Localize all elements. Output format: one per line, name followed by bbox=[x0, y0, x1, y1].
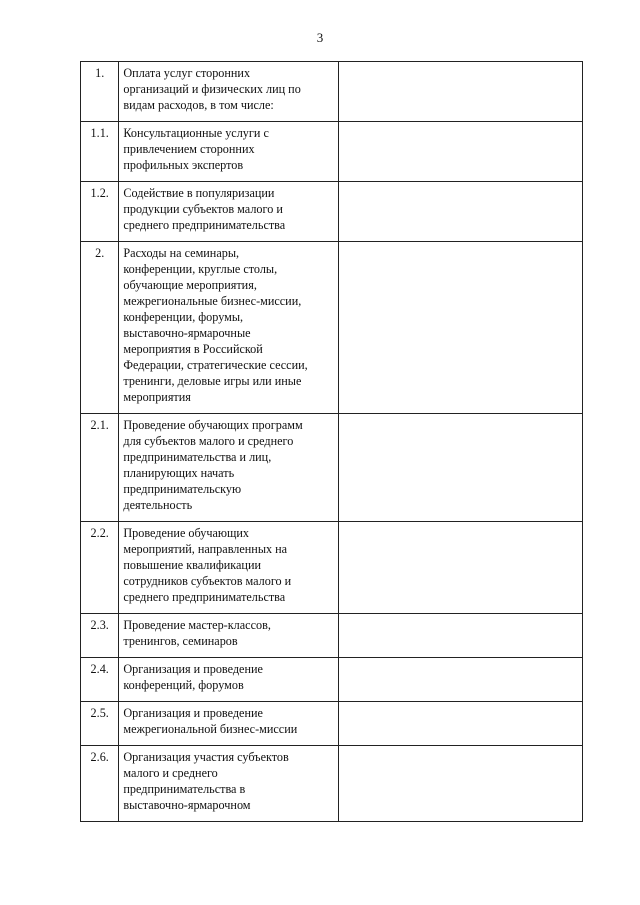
description-line: планирующих начать bbox=[123, 466, 235, 480]
row-description bbox=[119, 62, 338, 122]
description-line: среднего предпринимательства bbox=[123, 218, 286, 232]
description-line: обучающие мероприятия, bbox=[123, 278, 257, 292]
description-line: среднего предпринимательства bbox=[123, 590, 286, 604]
row-description bbox=[119, 242, 338, 414]
row-value-cell[interactable] bbox=[338, 414, 582, 522]
description-line: малого и среднего bbox=[123, 766, 218, 780]
row-description bbox=[119, 414, 338, 522]
description-line: мероприятий, направленных на bbox=[123, 542, 288, 556]
description-line: Проведение обучающих программ bbox=[123, 418, 303, 432]
table-row bbox=[81, 658, 583, 702]
description-line: тренинги, деловые игры или иные bbox=[123, 374, 302, 388]
row-description bbox=[119, 702, 338, 746]
description-line: межрегиональной бизнес-миссии bbox=[123, 722, 298, 736]
expense-table bbox=[80, 61, 583, 822]
description-line: продукции субъектов малого и bbox=[123, 202, 283, 216]
row-value-cell[interactable] bbox=[338, 122, 582, 182]
row-number: 2.6. bbox=[81, 746, 119, 822]
description-line: организаций и физических лиц по bbox=[123, 82, 301, 96]
row-number: 2.5. bbox=[81, 702, 119, 746]
description-line: привлечением сторонних bbox=[123, 142, 255, 156]
description-line: мероприятия bbox=[123, 390, 191, 404]
table-row bbox=[81, 746, 583, 822]
row-number: 2.1. bbox=[81, 414, 119, 522]
row-number: 1.2. bbox=[81, 182, 119, 242]
description-line: конференций, форумов bbox=[123, 678, 244, 692]
row-description bbox=[119, 122, 338, 182]
description-line: выставочно-ярмарочном bbox=[123, 798, 251, 812]
row-description bbox=[119, 746, 338, 822]
description-line: повышение квалификации bbox=[123, 558, 261, 572]
description-line: Федерации, стратегические сессии, bbox=[123, 358, 308, 372]
description-line: для субъектов малого и среднего bbox=[123, 434, 294, 448]
row-number: 2.4. bbox=[81, 658, 119, 702]
table-row bbox=[81, 702, 583, 746]
description-line: Расходы на семинары, bbox=[123, 246, 240, 260]
row-description bbox=[119, 182, 338, 242]
row-value-cell[interactable] bbox=[338, 62, 582, 122]
row-value-cell[interactable] bbox=[338, 522, 582, 614]
description-line: деятельность bbox=[123, 498, 193, 512]
description-line: сотрудников субъектов малого и bbox=[123, 574, 292, 588]
row-value-cell[interactable] bbox=[338, 702, 582, 746]
description-line: Содействие в популяризации bbox=[123, 186, 275, 200]
description-line: Организация участия субъектов bbox=[123, 750, 289, 764]
description-line: Оплата услуг сторонних bbox=[123, 66, 251, 80]
description-line: тренингов, семинаров bbox=[123, 634, 238, 648]
row-description bbox=[119, 522, 338, 614]
row-number: 1.1. bbox=[81, 122, 119, 182]
row-description bbox=[119, 614, 338, 658]
description-line: Проведение мастер-классов, bbox=[123, 618, 271, 632]
row-value-cell[interactable] bbox=[338, 746, 582, 822]
description-line: Организация и проведение bbox=[123, 662, 263, 676]
description-line: предпринимательства и лиц, bbox=[123, 450, 272, 464]
description-line: Консультационные услуги с bbox=[123, 126, 269, 140]
row-number: 2.3. bbox=[81, 614, 119, 658]
row-number: 2.2. bbox=[81, 522, 119, 614]
description-line: Проведение обучающих bbox=[123, 526, 249, 540]
row-number: 2. bbox=[81, 242, 119, 414]
description-line: межрегиональные бизнес-миссии, bbox=[123, 294, 302, 308]
description-line: Организация и проведение bbox=[123, 706, 263, 720]
table-row bbox=[81, 522, 583, 614]
description-line: профильных экспертов bbox=[123, 158, 244, 172]
table-row bbox=[81, 122, 583, 182]
table-row bbox=[81, 414, 583, 522]
description-line: конференции, круглые столы, bbox=[123, 262, 278, 276]
row-number: 1. bbox=[81, 62, 119, 122]
row-value-cell[interactable] bbox=[338, 242, 582, 414]
table-row bbox=[81, 242, 583, 414]
row-value-cell[interactable] bbox=[338, 658, 582, 702]
description-line: конференции, форумы, bbox=[123, 310, 244, 324]
row-value-cell[interactable] bbox=[338, 182, 582, 242]
table-row bbox=[81, 62, 583, 122]
description-line: выставочно-ярмарочные bbox=[123, 326, 251, 340]
description-line: мероприятия в Российской bbox=[123, 342, 263, 356]
table-row bbox=[81, 182, 583, 242]
description-line: предпринимательства в bbox=[123, 782, 246, 796]
description-line: видам расходов, в том числе: bbox=[123, 98, 274, 112]
expense-table-body bbox=[81, 62, 583, 822]
row-value-cell[interactable] bbox=[338, 614, 582, 658]
row-description bbox=[119, 658, 338, 702]
description-line: предпринимательскую bbox=[123, 482, 242, 496]
page-number: 3 bbox=[316, 30, 324, 45]
table-row bbox=[81, 614, 583, 658]
